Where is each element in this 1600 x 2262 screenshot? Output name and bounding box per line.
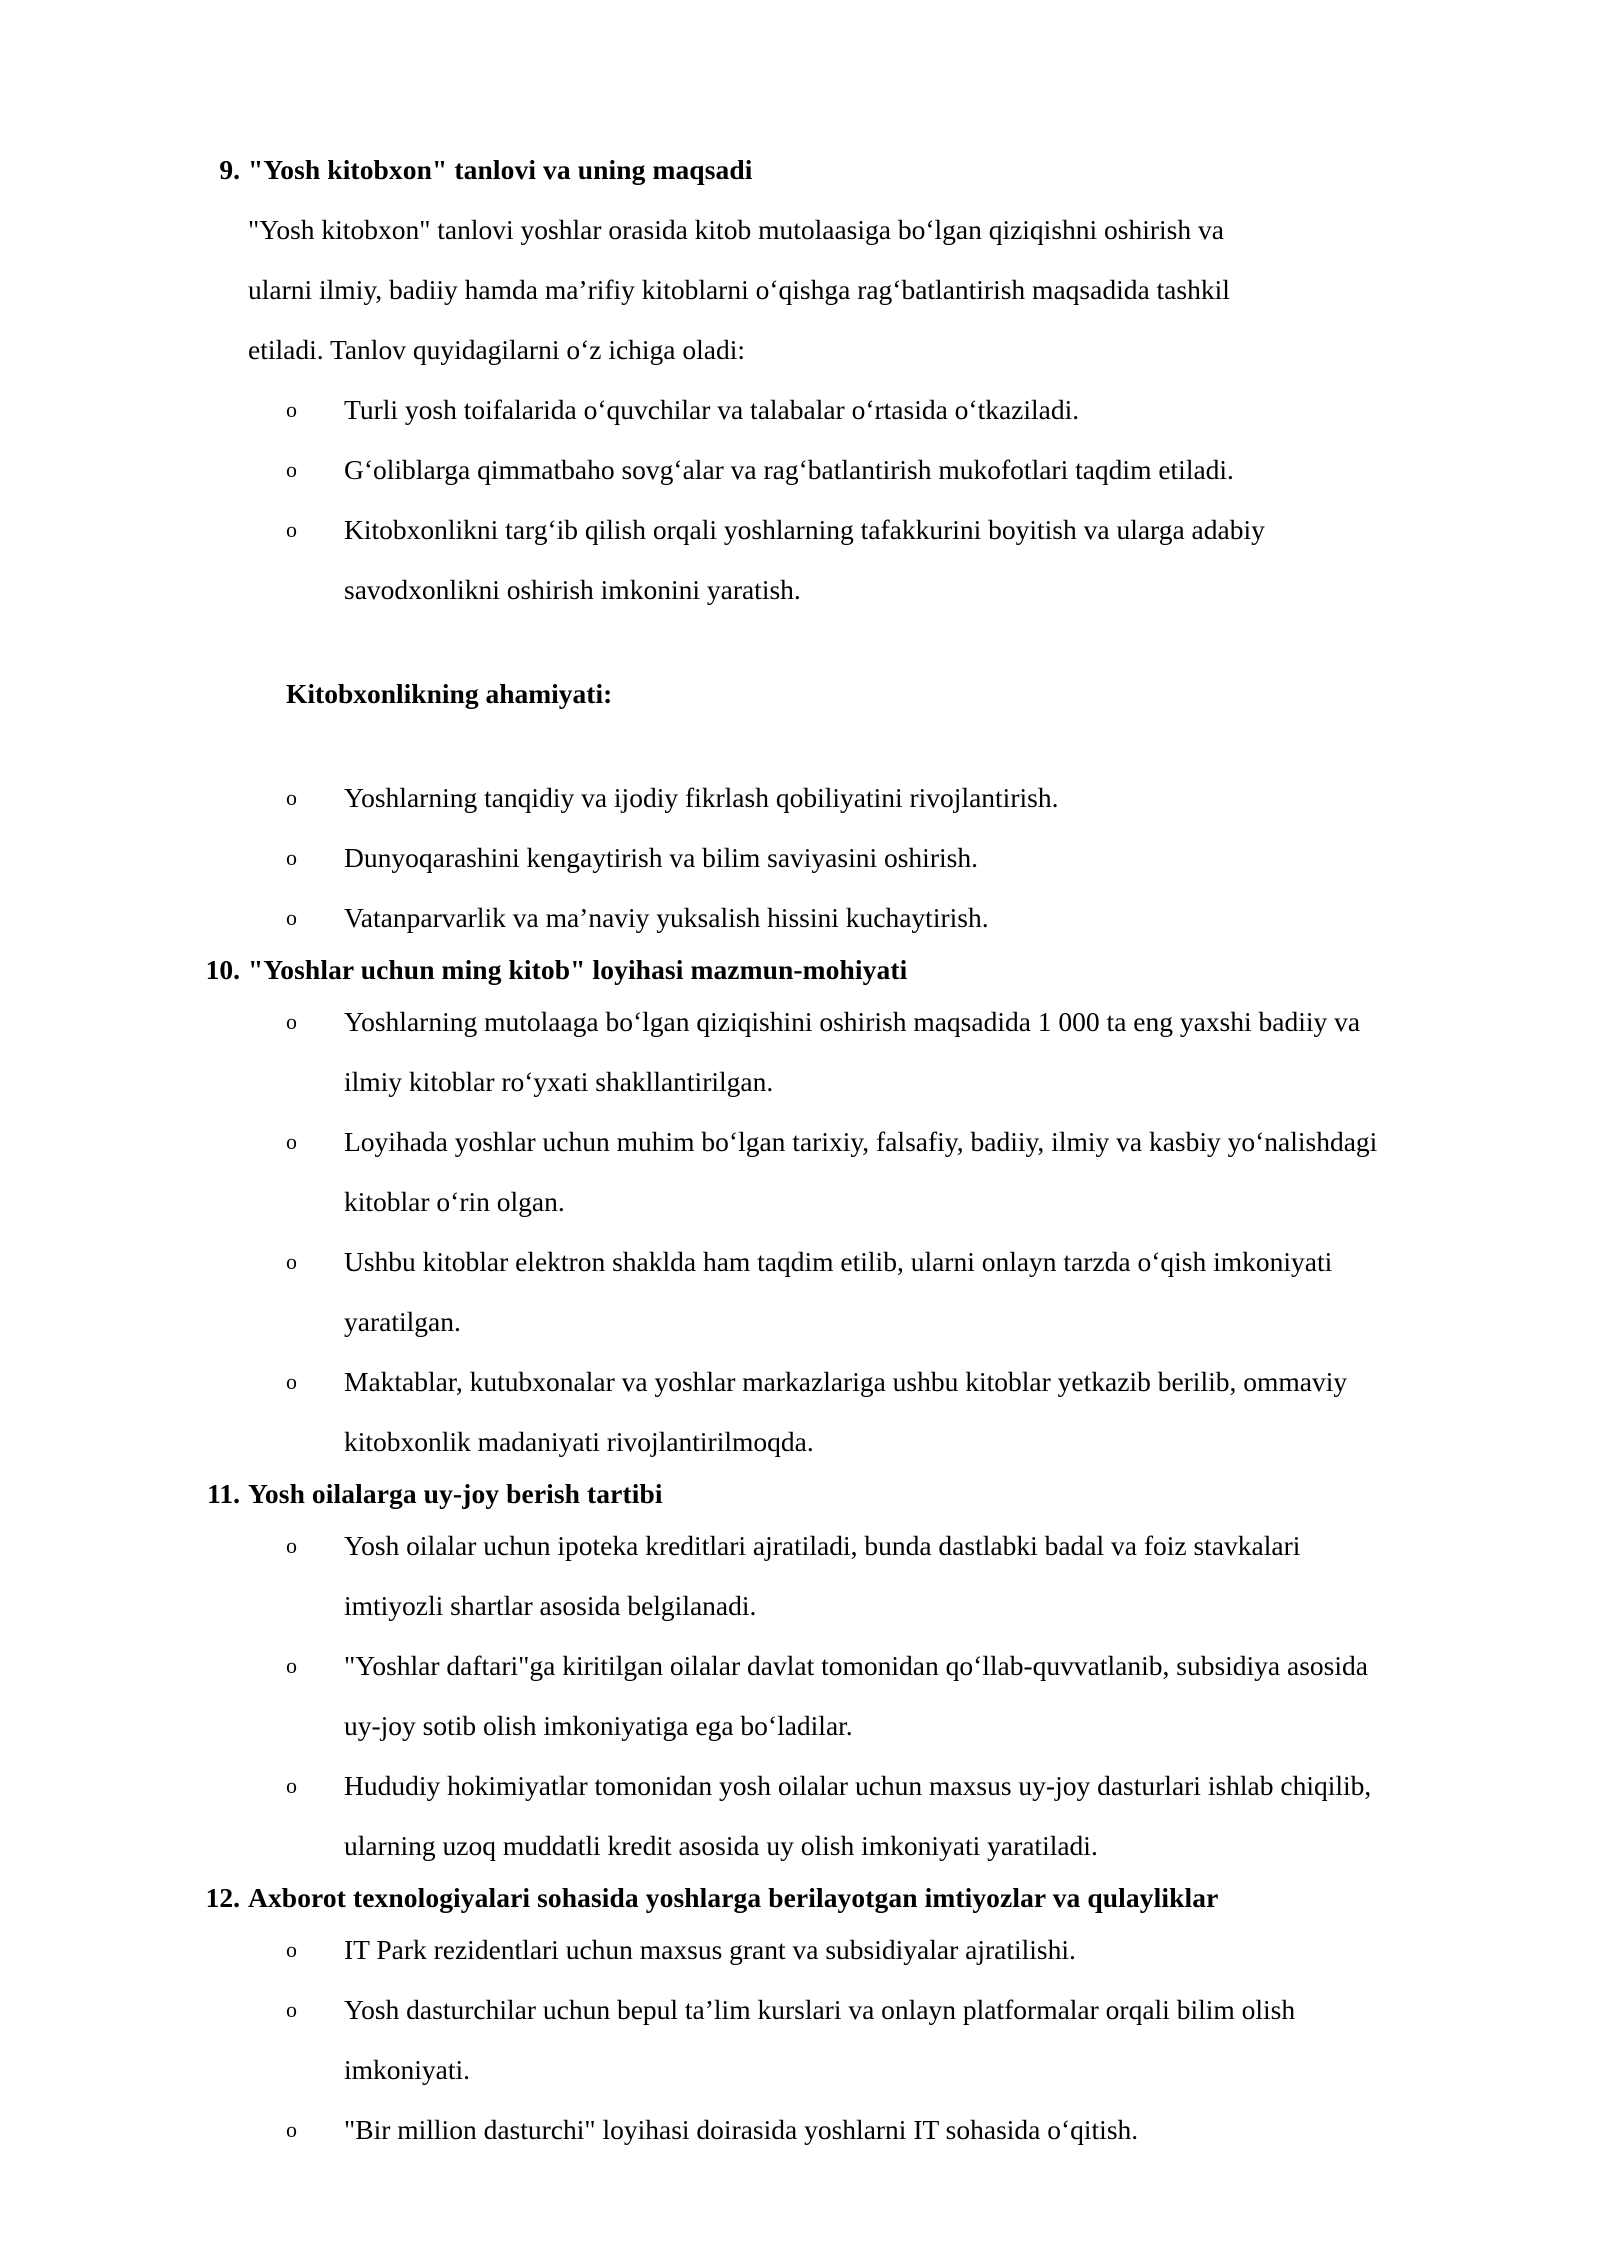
document-body: [190, 148, 1440, 2160]
list-item-9: [190, 148, 1440, 948]
circle-bullet-icon: o: [286, 1009, 297, 1034]
list-item: [248, 500, 1404, 620]
list-item: [248, 440, 1404, 500]
spacer: [248, 620, 1440, 672]
section-heading: Axborot texnologiyalari sohasida yoshlarga berilayotgan imtiyozlar va qulayliklar: [248, 1882, 1219, 1913]
circle-bullet-icon: o: [286, 517, 297, 542]
circle-bullet-icon: o: [286, 1369, 297, 1394]
list-item-text: Kitobxonlikni targ‘ib qilish orqali yoshlarning tafakkurini boyitish va ularga adabiy savodxonlikni oshirish imkonini yaratish.: [344, 514, 1265, 605]
list-item-10: [190, 948, 1440, 1472]
circle-bullet-icon: o: [286, 397, 297, 422]
list-item: [248, 768, 1404, 828]
list-item: [248, 992, 1404, 1112]
list-item-11: [190, 1472, 1440, 1876]
list-item: [248, 1980, 1404, 2100]
list-item: [248, 1232, 1404, 1352]
list-item-text: IT Park rezidentlari uchun maxsus grant va subsidiyalar ajratilishi.: [344, 1934, 1076, 1965]
list-item: [248, 828, 1404, 888]
subsection-heading: Kitobxonlikning ahamiyati:: [286, 678, 613, 709]
circle-bullet-icon: o: [286, 1533, 297, 1558]
list-item: [248, 1112, 1404, 1232]
list-item: [248, 1352, 1404, 1472]
sub-bullet-list: [248, 992, 1440, 1472]
circle-bullet-icon: o: [286, 1997, 297, 2022]
list-item-text: Yoshlarning tanqidiy va ijodiy fikrlash qobiliyatini rivojlantirish.: [344, 782, 1059, 813]
sub-bullet-list: [248, 1516, 1440, 1876]
list-number: 12.: [205, 1882, 240, 1913]
list-item-text: Ushbu kitoblar elektron shaklda ham taqdim etilib, ularni onlayn tarzda o‘qish imkoniyati yaratilgan.: [344, 1246, 1333, 1337]
list-item-text: Dunyoqarashini kengaytirish va bilim saviyasini oshirish.: [344, 842, 978, 873]
section-heading: "Yosh kitobxon" tanlovi va uning maqsadi: [248, 154, 753, 185]
list-item-text: "Yoshlar daftari"ga kiritilgan oilalar davlat tomonidan qo‘llab-quvvatlanib, subsidiya asosida uy-joy sotib olish imkoniyatiga ega bo‘ladilar.: [344, 1650, 1368, 1741]
list-item: [248, 1920, 1404, 1980]
list-item-text: Maktablar, kutubxonalar va yoshlar markazlariga ushbu kitoblar yetkazib berilib, ommaviy kitobxonlik madaniyati rivojlantirilmoqda.: [344, 1366, 1348, 1457]
list-item-text: Vatanparvarlik va ma’naviy yuksalish hissini kuchaytirish.: [344, 902, 989, 933]
sub-bullet-list: [248, 1920, 1440, 2160]
section-heading: Yosh oilalarga uy-joy berish tartibi: [248, 1478, 663, 1509]
circle-bullet-icon: o: [286, 1129, 297, 1154]
list-item: [248, 1516, 1404, 1636]
paragraph-wrap: [248, 192, 1440, 380]
list-item-text: Yosh dasturchilar uchun bepul ta’lim kurslari va onlayn platformalar orqali bilim olish imkoniyati.: [344, 1994, 1296, 2085]
circle-bullet-icon: o: [286, 2117, 297, 2142]
list-item: [248, 888, 1404, 948]
sub-bullet-list: [248, 380, 1440, 620]
list-item: [248, 2100, 1404, 2160]
circle-bullet-icon: o: [286, 1653, 297, 1678]
circle-bullet-icon: o: [286, 457, 297, 482]
circle-bullet-icon: o: [286, 1249, 297, 1274]
numbered-list: [190, 148, 1440, 2160]
sub-bullet-list: [248, 768, 1440, 948]
list-item-text: G‘oliblarga qimmatbaho sovg‘alar va rag‘batlantirish mukofotlari taqdim etiladi.: [344, 454, 1234, 485]
section-paragraph: "Yosh kitobxon" tanlovi yoshlar orasida kitob mutolaasiga bo‘lgan qiziqishni oshirish va ularni ilmiy, badiiy hamda ma’rifiy kitoblarni o‘qishga rag‘batlantirish maqsadida tashkil etiladi. Tanlov quyidagilarni o‘z ichiga oladi:: [248, 214, 1230, 365]
list-item-text: Hududiy hokimiyatlar tomonidan yosh oilalar uchun maxsus uy-joy dasturlari ishlab chiqilib, ularning uzoq muddatli kredit asosida uy olish imkoniyati yaratiladi.: [344, 1770, 1372, 1861]
list-item: [248, 1636, 1404, 1756]
list-item-text: Yoshlarning mutolaaga bo‘lgan qiziqishini oshirish maqsadida 1 000 ta eng yaxshi badiiy va ilmiy kitoblar ro‘yxati shakllantirilgan.: [344, 1006, 1361, 1097]
list-item-text: Turli yosh toifalarida o‘quvchilar va talabalar o‘rtasida o‘tkaziladi.: [344, 394, 1080, 425]
spacer: [248, 716, 1440, 768]
list-item: [248, 1756, 1404, 1876]
list-item-text: Yosh oilalar uchun ipoteka kreditlari ajratiladi, bunda dastlabki badal va foiz stavkalari imtiyozli shartlar asosida belgilanadi.: [344, 1530, 1301, 1621]
list-item-text: Loyihada yoshlar uchun muhim bo‘lgan tarixiy, falsafiy, badiiy, ilmiy va kasbiy yo‘nalishdagi kitoblar o‘rin olgan.: [344, 1126, 1378, 1217]
list-number: 11.: [207, 1478, 240, 1509]
circle-bullet-icon: o: [286, 1937, 297, 1962]
list-item-text: "Bir million dasturchi" loyihasi doirasida yoshlarni IT sohasida o‘qitish.: [344, 2114, 1139, 2145]
circle-bullet-icon: o: [286, 905, 297, 930]
circle-bullet-icon: o: [286, 785, 297, 810]
circle-bullet-icon: o: [286, 1773, 297, 1798]
list-item: [248, 380, 1404, 440]
list-item-12: [190, 1876, 1440, 2160]
list-number: 10.: [205, 954, 240, 985]
list-number: 9.: [219, 154, 240, 185]
section-heading: "Yoshlar uchun ming kitob" loyihasi mazmun-mohiyati: [248, 954, 908, 985]
circle-bullet-icon: o: [286, 845, 297, 870]
